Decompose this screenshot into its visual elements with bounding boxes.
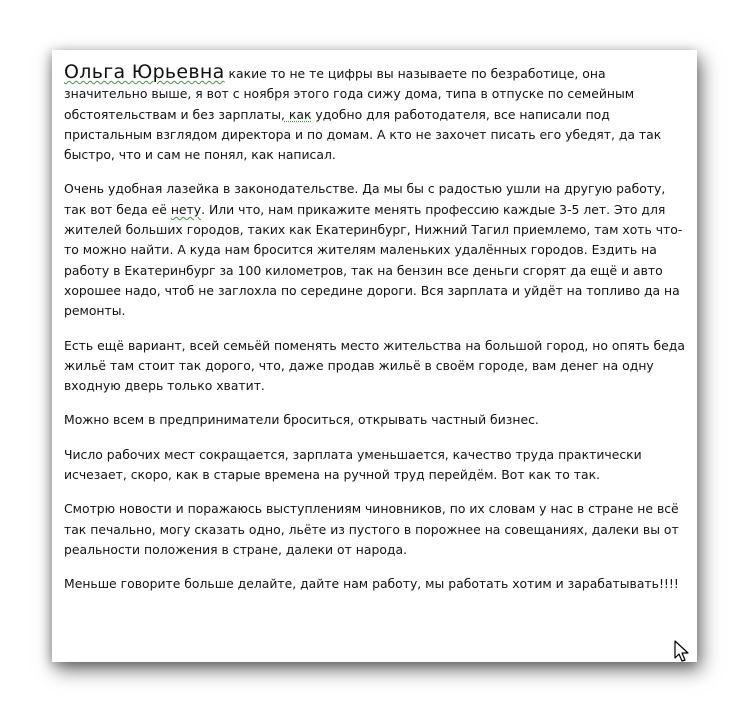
paragraph-1 bbox=[64, 62, 689, 165]
paragraph-1-text-b: удобно для работодателя, все написали под пристальным взглядом директора и по домам. А кто не захочет писать его убедят, да так быстро, что и сам не понял, как написал. bbox=[64, 106, 662, 163]
document-page bbox=[52, 50, 697, 662]
paragraph-7: Меньше говорите больше делайте, дайте нам работу, мы работать хотим и зарабатывать!!!! bbox=[64, 576, 679, 592]
mouse-pointer-icon bbox=[674, 640, 690, 664]
document-body[interactable] bbox=[64, 62, 689, 609]
paragraph-6: Смотрю новости и поражаюсь выступлениям чиновников, по их словам у нас в стране не всё так печально, могу сказать одно, льёте из пустого в порожнее на совещаниях, далеки вы от реальности положения в стране, далеки от народа. bbox=[64, 501, 679, 557]
paragraph-1-marked-word: как bbox=[284, 106, 312, 122]
paragraph-5: Число рабочих мест сокращается, зарплата уменьшается, качество труда практически исчезает, скоро, как в старые времена на ручной труд перейдём. Вот как то так. bbox=[64, 446, 642, 483]
paragraph-2-text-a: Очень удобная лазейка в законодательстве. Да мы бы с радостью ушли на другую работу, так вот беда её bbox=[64, 181, 666, 217]
greeting: Ольга Юрьевна bbox=[64, 61, 225, 83]
paragraph-2-text-b: . Или что, нам прикажите менять профессию каждые 3-5 лет. Это для жителей больших городов, таких как Екатеринбург, Нижний Тагил приемлемо, там хоть что-то можно найти. А куда нам бросится жителям маленьких удалённых городов. Ездить на работу в Екатеринбург за 100 километров, так на бензин все деньги сгорят да ещё и авто хорошее надо, чтоб не заглохла по середине дороги. Вся зарплата и уйдёт на топливо да на ремонты. bbox=[64, 201, 683, 319]
paragraph-1-text-a: какие то не те цифры вы называете по безработице, она значительно выше, я вот с ноября этого года сижу дома, типа в отпуске по семейным обстоятельствам и без зарплаты, bbox=[64, 66, 635, 122]
paragraph-3: Есть ещё вариант, всей семьёй поменять место жительства на большой город, но опять беда жильё там стоит так дорого, что, даже продав жильё в своём городе, вам денег на одну входную дверь только хватит. bbox=[64, 337, 685, 394]
paragraph-4: Можно всем в предприниматели броситься, открывать частный бизнес. bbox=[64, 412, 539, 428]
paragraph-2 bbox=[64, 179, 689, 321]
paragraph-2-marked-word: нету bbox=[170, 201, 202, 217]
